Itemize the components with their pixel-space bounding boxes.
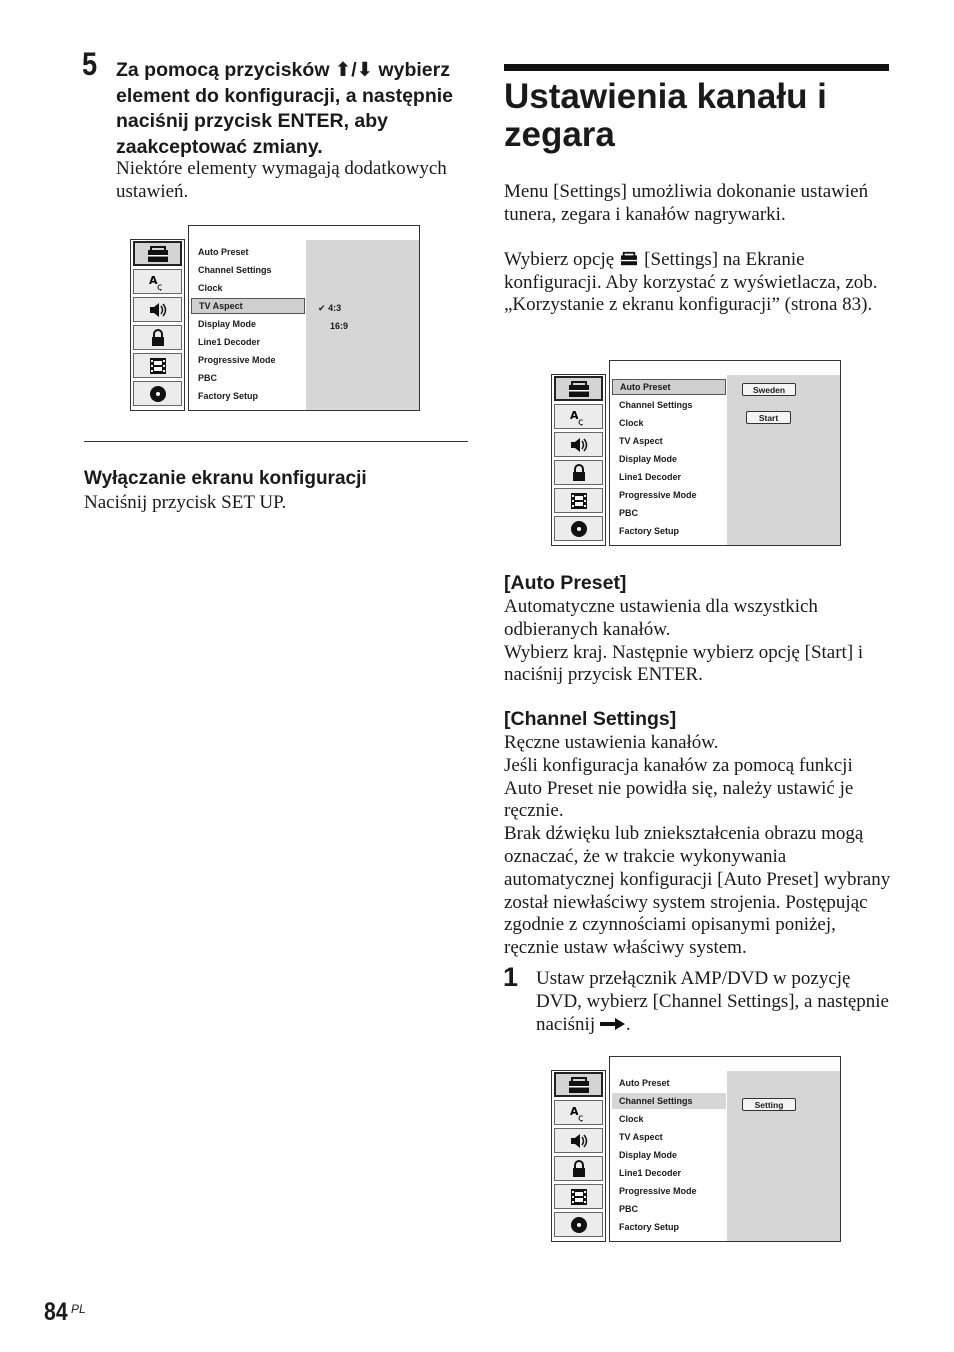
step-heading-text-start: Za pomocą przycisków bbox=[116, 59, 335, 81]
intro-paragraph-1: Menu [Settings] umożliwia dokonanie ustawień tunera, zegara i kanałów nagrywarki. bbox=[504, 181, 869, 225]
audio-speaker-icon[interactable] bbox=[554, 432, 603, 457]
intro-paragraph-2 bbox=[504, 249, 894, 317]
menu-item-channel-settings[interactable]: Channel Settings bbox=[198, 265, 272, 275]
settings-screen-channel-settings bbox=[551, 1056, 843, 1244]
step-number: 5 bbox=[82, 46, 98, 82]
start-button[interactable]: Start bbox=[746, 411, 791, 424]
option-4-3-label: 4:3 bbox=[328, 303, 342, 313]
menu-item-auto-preset[interactable]: Auto Preset bbox=[612, 379, 726, 395]
option-4-3[interactable] bbox=[318, 303, 341, 314]
section-title-auto-preset: [Auto Preset] bbox=[504, 572, 627, 594]
settings-toolbox-icon bbox=[618, 251, 640, 267]
menu-item-line1-decoder[interactable]: Line1 Decoder bbox=[619, 1168, 682, 1178]
menu-item-clock[interactable]: Clock bbox=[198, 283, 223, 293]
svg-text:A: A bbox=[569, 1104, 579, 1118]
step-text-start: Ustaw przełącznik AMP/DVD w pozycję DVD, wybierz [Channel Settings], a następnie naciśnij bbox=[536, 968, 889, 1035]
menu-item-factory-setup[interactable]: Factory Setup bbox=[619, 1222, 680, 1232]
menu-panel bbox=[188, 225, 420, 411]
menu-panel bbox=[609, 360, 841, 546]
intro-paragraph-2-start: Wybierz opcję bbox=[504, 249, 615, 270]
settings-toolbox-icon[interactable] bbox=[133, 241, 182, 266]
menu-item-clock[interactable]: Clock bbox=[619, 418, 644, 428]
option-16-9[interactable]: 16:9 bbox=[330, 321, 349, 331]
section-text-setup-off: Naciśnij przycisk SET UP. bbox=[84, 492, 287, 513]
category-icon-column bbox=[551, 1070, 606, 1242]
options-area bbox=[727, 375, 840, 545]
audio-speaker-icon[interactable] bbox=[554, 1128, 603, 1153]
menu-item-tv-aspect[interactable]: TV Aspect bbox=[619, 1132, 663, 1142]
settings-screen-auto-preset bbox=[551, 360, 843, 548]
menu-list bbox=[611, 375, 727, 545]
page-title: Ustawienia kanału i zegara bbox=[504, 77, 827, 154]
svg-text:A: A bbox=[569, 408, 579, 422]
step-text-end: . bbox=[625, 1013, 631, 1035]
category-icon-column bbox=[130, 239, 185, 411]
audio-speaker-icon[interactable] bbox=[133, 297, 182, 322]
language-icon[interactable] bbox=[133, 269, 182, 294]
country-select-button[interactable]: Sweden bbox=[742, 383, 796, 396]
options-area bbox=[727, 1071, 840, 1241]
menu-item-display-mode[interactable]: Display Mode bbox=[619, 1150, 678, 1160]
svg-text:ç: ç bbox=[156, 281, 162, 291]
settings-screen-tv-aspect bbox=[130, 225, 422, 413]
menu-item-pbc[interactable]: PBC bbox=[198, 373, 218, 383]
arrow-right-icon bbox=[600, 1017, 626, 1031]
step-text bbox=[536, 968, 896, 1036]
title-bar-rule bbox=[504, 64, 889, 71]
step-body: Niektóre elementy wymagają dodatkowych ustawień. bbox=[116, 158, 447, 202]
menu-item-channel-settings[interactable]: Channel Settings bbox=[612, 1093, 726, 1109]
menu-item-display-mode[interactable]: Display Mode bbox=[198, 319, 257, 329]
parental-lock-icon[interactable] bbox=[554, 1156, 603, 1181]
menu-panel bbox=[609, 1056, 841, 1242]
menu-item-tv-aspect[interactable]: TV Aspect bbox=[191, 298, 305, 314]
video-film-icon[interactable] bbox=[133, 353, 182, 378]
svg-text:ç: ç bbox=[577, 1112, 583, 1122]
menu-item-line1-decoder[interactable]: Line1 Decoder bbox=[619, 472, 682, 482]
disc-icon[interactable] bbox=[554, 1212, 603, 1237]
menu-item-progressive-mode[interactable]: Progressive Mode bbox=[619, 490, 697, 500]
step-heading-text-end: wybierz element do konfiguracji, a następnie naciśnij przycisk ENTER, aby zaakceptować zmiany. bbox=[116, 59, 453, 158]
menu-item-auto-preset[interactable]: Auto Preset bbox=[198, 247, 249, 257]
menu-list bbox=[611, 1071, 727, 1241]
options-area bbox=[306, 240, 419, 410]
section-title-channel-settings: [Channel Settings] bbox=[504, 708, 677, 730]
disc-icon[interactable] bbox=[554, 516, 603, 541]
checkmark-icon: ✔ bbox=[318, 303, 326, 313]
settings-toolbox-icon[interactable] bbox=[554, 1072, 603, 1097]
menu-list bbox=[190, 240, 306, 410]
svg-text:ç: ç bbox=[577, 416, 583, 426]
menu-item-progressive-mode[interactable]: Progressive Mode bbox=[619, 1186, 697, 1196]
svg-text:A: A bbox=[148, 273, 158, 287]
language-icon[interactable] bbox=[554, 404, 603, 429]
category-icon-column bbox=[551, 374, 606, 546]
parental-lock-icon[interactable] bbox=[554, 460, 603, 485]
menu-item-auto-preset[interactable]: Auto Preset bbox=[619, 1078, 670, 1088]
page-number: 84 bbox=[44, 1298, 68, 1326]
menu-item-pbc[interactable]: PBC bbox=[619, 1204, 639, 1214]
video-film-icon[interactable] bbox=[554, 488, 603, 513]
menu-item-tv-aspect[interactable]: TV Aspect bbox=[619, 436, 663, 446]
menu-item-progressive-mode[interactable]: Progressive Mode bbox=[198, 355, 276, 365]
menu-item-pbc[interactable]: PBC bbox=[619, 508, 639, 518]
section-body-channel-settings: Ręczne ustawienia kanałów. Jeśli konfiguracja kanałów za pomocą funkcji Auto Preset nie powidła się, należy ustawić je ręcznie. Brak dźwięku lub zniekształcenia obrazu mogą oznaczać, że w trakcie wykonywania automatycznej konfiguracji [Auto Preset] wybrany został niewłaściwy system strojenia. Postępując zgodnie z czynnościami opisanymi poniżej, ręcznie ustaw właściwy system. bbox=[504, 732, 891, 959]
section-divider bbox=[84, 441, 468, 442]
disc-icon[interactable] bbox=[133, 381, 182, 406]
language-icon[interactable] bbox=[554, 1100, 603, 1125]
video-film-icon[interactable] bbox=[554, 1184, 603, 1209]
menu-item-clock[interactable]: Clock bbox=[619, 1114, 644, 1124]
menu-item-channel-settings[interactable]: Channel Settings bbox=[619, 400, 693, 410]
up-down-arrows-icon: ⬆/⬇ bbox=[334, 59, 374, 81]
menu-item-line1-decoder[interactable]: Line1 Decoder bbox=[198, 337, 261, 347]
setting-button[interactable]: Setting bbox=[742, 1098, 796, 1111]
menu-item-factory-setup[interactable]: Factory Setup bbox=[198, 391, 259, 401]
page-language-suffix: PL bbox=[71, 1302, 86, 1316]
step-number: 1 bbox=[503, 962, 519, 992]
settings-toolbox-icon[interactable] bbox=[554, 376, 603, 401]
parental-lock-icon[interactable] bbox=[133, 325, 182, 350]
menu-item-factory-setup[interactable]: Factory Setup bbox=[619, 526, 680, 536]
step-heading bbox=[116, 58, 476, 160]
intro-paragraph-2-end: [Settings] na Ekranie konfiguracji. Aby korzystać z wyświetlacza, zob. „Korzystanie z ekranu konfiguracji” (strona 83). bbox=[504, 249, 878, 315]
menu-item-display-mode[interactable]: Display Mode bbox=[619, 454, 678, 464]
section-title-setup-off: Wyłączanie ekranu konfiguracji bbox=[84, 468, 367, 489]
section-body-auto-preset: Automatyczne ustawienia dla wszystkich odbieranych kanałów. Wybierz kraj. Następnie wybierz opcję [Start] i naciśnij przycisk ENTER. bbox=[504, 596, 864, 686]
